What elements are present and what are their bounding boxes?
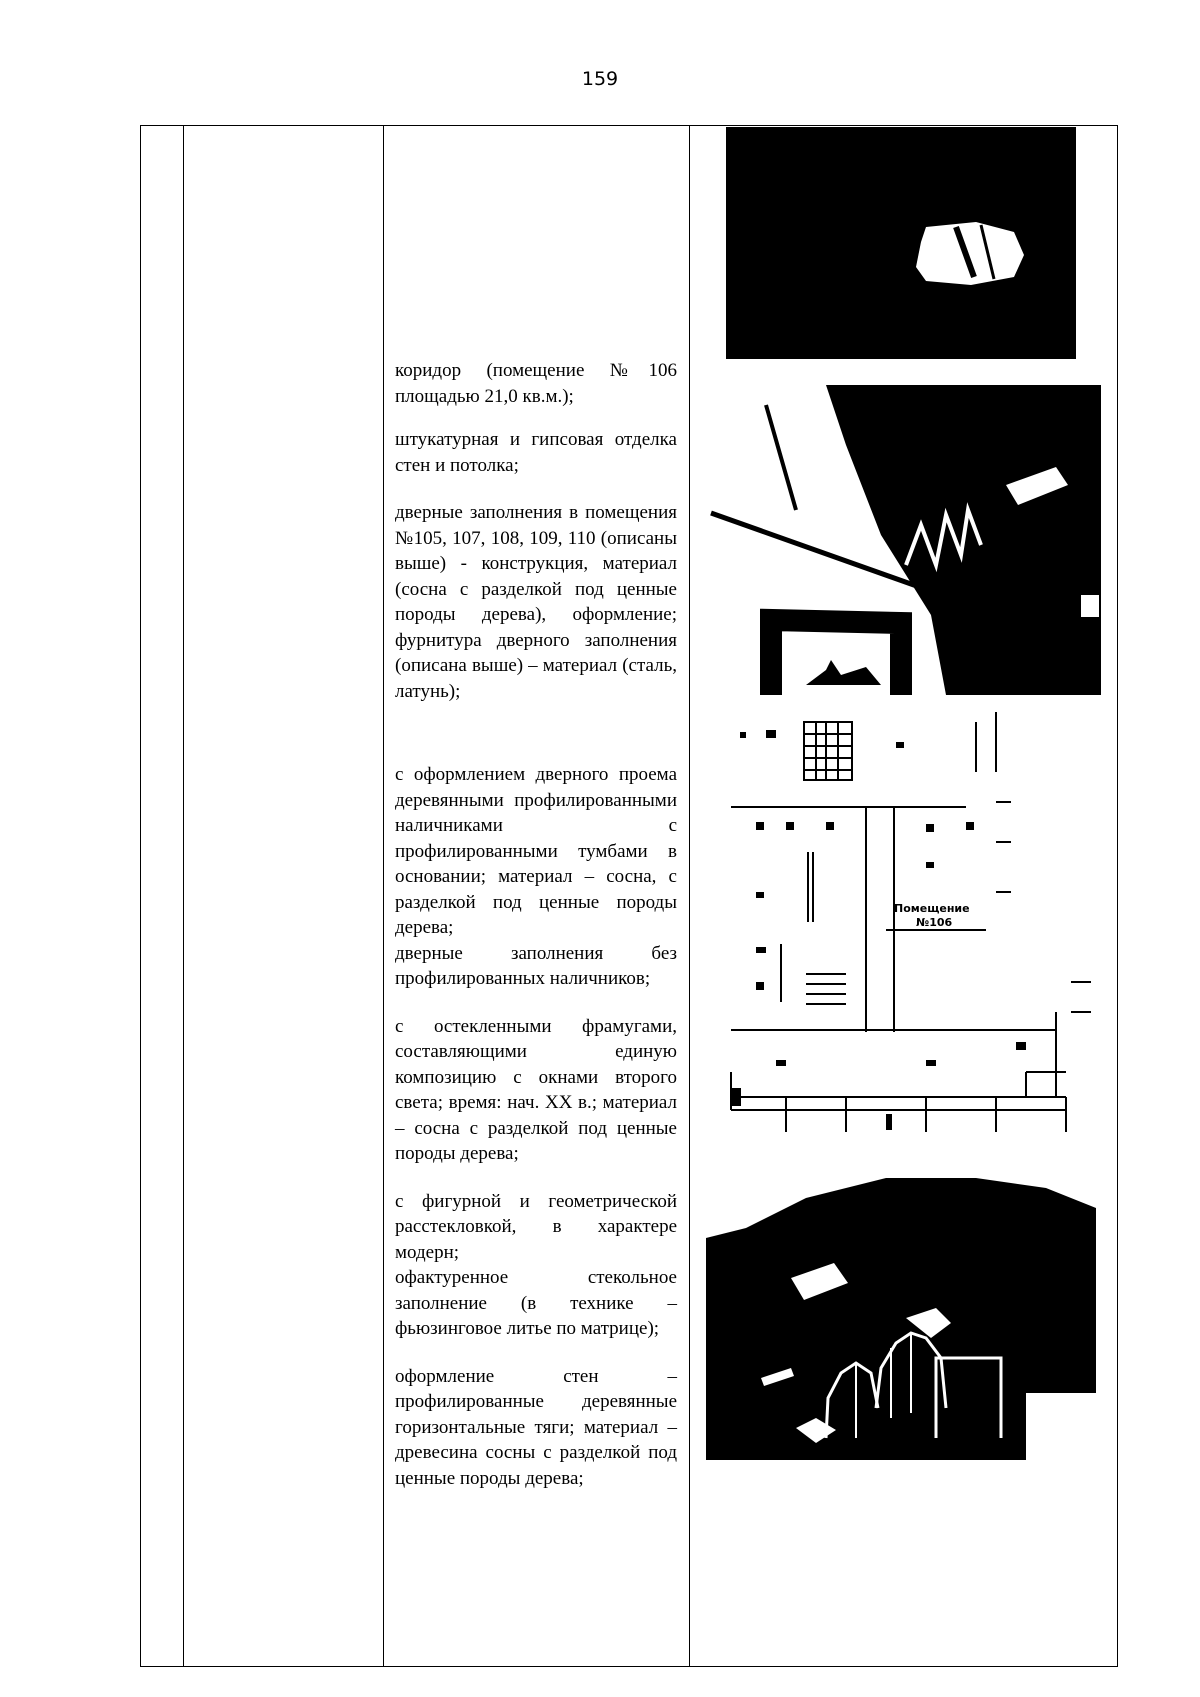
plan-room-label-line2: №106 <box>916 916 953 929</box>
ceiling-light-photo <box>726 127 1076 359</box>
column-divider-3 <box>689 125 690 1667</box>
description-paragraph: дверные заполнения без профилированных наличников; <box>395 942 677 989</box>
plan-room-label-line1: Помещение <box>894 902 970 915</box>
corridor-photo <box>706 385 1101 695</box>
description-paragraph: с оформлением дверного проема деревянными профилированными наличниками с профилированными тумбами в основании; материал – сосна, с разделкой под ценные породы дерева; <box>395 764 677 938</box>
description-paragraph: штукатурная и гипсовая отделка стен и потолка; <box>395 429 677 476</box>
description-paragraph: с фигурной и геометрической расстекловкой, в характере модерн; <box>395 1190 677 1263</box>
transom-windows-photo <box>706 1168 1096 1460</box>
description-paragraph: офактуренное стекольное заполнение (в технике – фьюзинговое литье по матрице); <box>395 1267 677 1339</box>
description-paragraph: коридор (помещение №106 площадью 21,0 кв.м.); <box>395 360 677 407</box>
column-divider-1 <box>183 125 184 1667</box>
description-paragraph: дверные заполнения в помещения №105, 107, 108, 109, 110 (описаны выше) - конструкция, материал (сосна с разделкой под ценные породы дерева), оформление; фурнитура дверного заполнения (описана выше) – материал (сталь, латунь); <box>395 502 677 702</box>
description-paragraph: оформление стен – профилированные деревянные горизонтальные тяги; материал – древесина сосны с разделкой под ценные породы дерева; <box>395 1365 677 1489</box>
description-column <box>395 358 677 1491</box>
column-divider-2 <box>383 125 384 1667</box>
floor-plan <box>726 712 1096 1142</box>
description-paragraph: с остекленными фрамугами, составляющими единую композицию с окнами второго света; время: нач. XX в.; материал – сосна с разделкой под ценные породы дерева; <box>395 1015 677 1164</box>
page-number: 159 <box>581 68 619 90</box>
